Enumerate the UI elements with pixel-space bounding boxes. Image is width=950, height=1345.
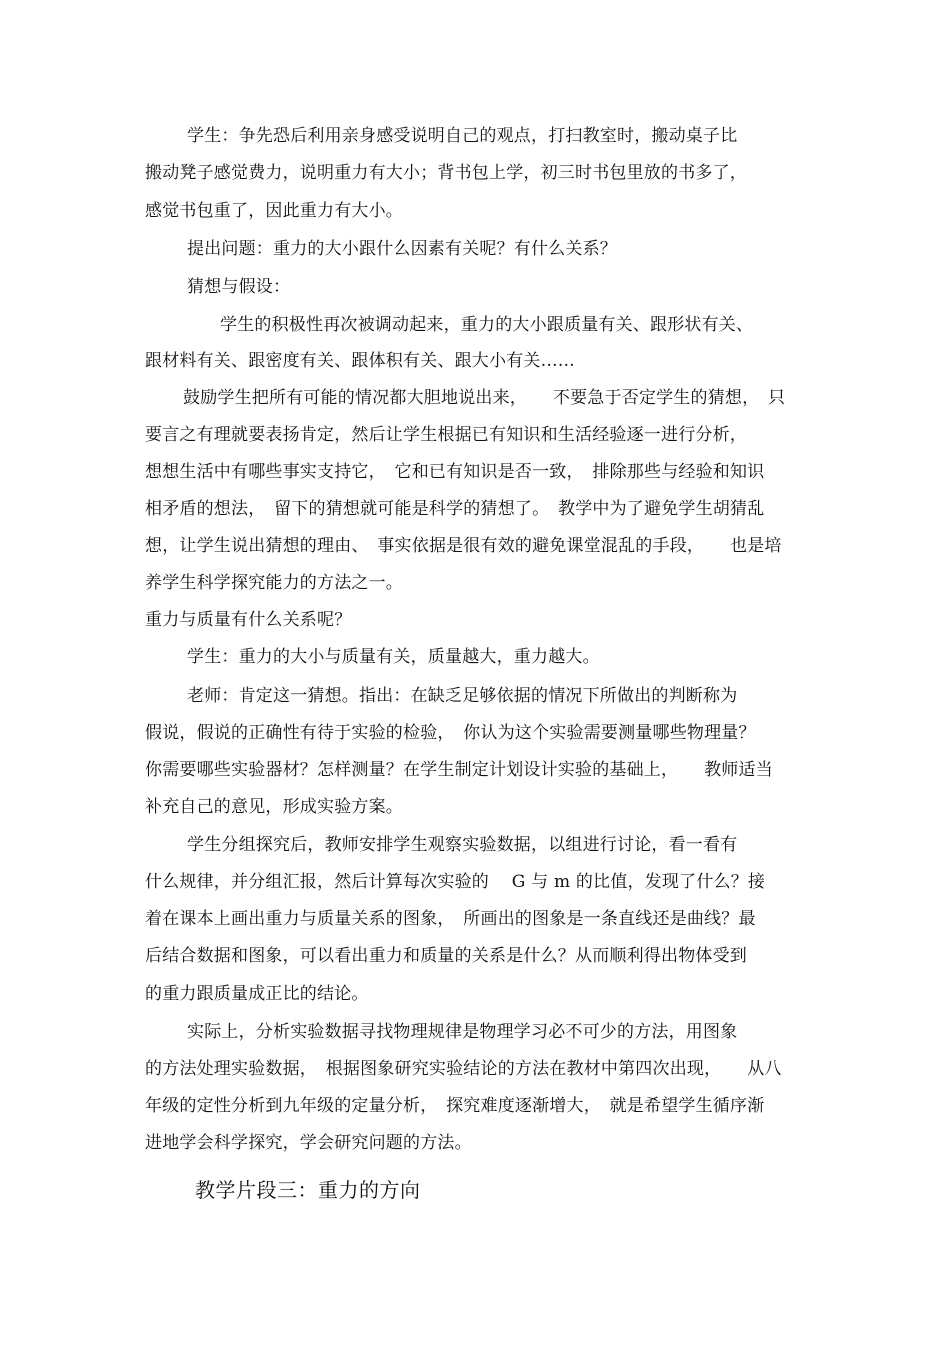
paragraph-line: 学生：重力的大小与质量有关，质量越大，重力越大。 [187,647,600,667]
paragraph-line: 后结合数据和图象，可以看出重力和质量的关系是什么？从而顺利得出物体受到 [145,946,747,966]
paragraph-line: 的方法处理实验数据， 根据图象研究实验结论的方法在教材中第四次出现， 从八 [145,1059,782,1079]
paragraph-line: 进地学会科学探究，学会研究问题的方法。 [145,1133,472,1153]
paragraph-line: 跟材料有关、跟密度有关、跟体积有关、跟大小有关…… [145,351,575,371]
paragraph-line: 鼓励学生把所有可能的情况都大胆地说出来， 不要急于否定学生的猜想， 只 [183,388,786,408]
paragraph-line: 你需要哪些实验器材？怎样测量？在学生制定计划设计实验的基础上， 教师适当 [145,760,773,780]
paragraph-line: 年级的定性分析到九年级的定量分析， 探究难度逐渐增大， 就是希望学生循序渐 [145,1096,765,1116]
paragraph-line: 想，让学生说出猜想的理由、 事实依据是很有效的避免课堂混乱的手段， 也是培 [145,536,782,556]
paragraph-line: 感觉书包重了，因此重力有大小。 [145,201,403,221]
paragraph-line: 重力与质量有什么关系呢？ [145,610,352,630]
paragraph-line: 相矛盾的想法， 留下的猜想就可能是科学的猜想了。 教学中为了避免学生胡猜乱 [145,499,765,519]
section-heading: 教学片段三：重力的方向 [195,1178,421,1202]
paragraph-line: 假说，假说的正确性有待于实验的检验， 你认为这个实验需要测量哪些物理量？ [145,723,756,743]
paragraph-line: 猜想与假设： [187,277,291,297]
paragraph-line: 实际上，分析实验数据寻找物理规律是物理学习必不可少的方法，用图象 [187,1022,738,1042]
paragraph-line: 搬动凳子感觉费力，说明重力有大小；背书包上学，初三时书包里放的书多了， [145,163,747,183]
paragraph-line: 学生分组探究后，教师安排学生观察实验数据，以组进行讨论，看一看有 [187,835,738,855]
paragraph-line: 提出问题：重力的大小跟什么因素有关呢？有什么关系？ [187,239,617,259]
paragraph-line: 学生的积极性再次被调动起来，重力的大小跟质量有关、跟形状有关、 [220,315,754,335]
paragraph-line: 老师：肯定这一猜想。指出：在缺乏足够依据的情况下所做出的判断称为 [187,686,738,706]
paragraph-line: 养学生科学探究能力的方法之一。 [145,573,403,593]
paragraph-line: 想想生活中有哪些事实支持它， 它和已有知识是否一致， 排除那些与经验和知识 [145,462,765,482]
paragraph-line: 的重力跟质量成正比的结论。 [145,984,369,1004]
paragraph-line: 什么规律，并分组汇报，然后计算每次实验的 G 与 m 的比值，发现了什么？接 [145,872,766,892]
paragraph-line: 要言之有理就要表扬肯定，然后让学生根据已有知识和生活经验逐一进行分析， [145,425,747,445]
paragraph-line: 着在课本上画出重力与质量关系的图象， 所画出的图象是一条直线还是曲线？最 [145,909,756,929]
paragraph-line: 补充自己的意见，形成实验方案。 [145,797,403,817]
paragraph-line: 学生：争先恐后利用亲身感受说明自己的观点，打扫教室时，搬动桌子比 [187,126,738,146]
